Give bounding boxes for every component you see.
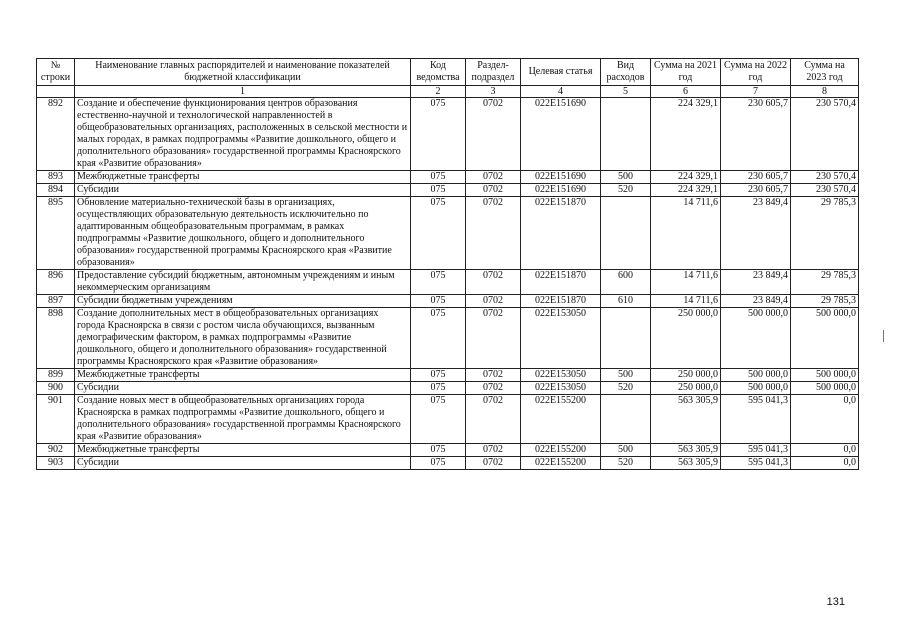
row-dept-code: 075	[411, 295, 466, 308]
row-section: 0702	[466, 308, 521, 369]
document-page	[36, 58, 859, 470]
row-section: 0702	[466, 382, 521, 395]
row-sum-2023: 500 000,0	[791, 308, 859, 369]
row-target-article: 022E151690	[521, 98, 601, 171]
table-row	[37, 270, 859, 295]
row-sum-2021: 563 305,9	[651, 395, 721, 444]
row-section: 0702	[466, 395, 521, 444]
row-sum-2022: 500 000,0	[721, 369, 791, 382]
row-target-article: 022E153050	[521, 382, 601, 395]
row-name: Межбюджетные трансферты	[75, 369, 411, 382]
row-target-article: 022E151870	[521, 270, 601, 295]
row-section: 0702	[466, 444, 521, 457]
row-target-article: 022E155200	[521, 444, 601, 457]
row-sum-2021: 250 000,0	[651, 382, 721, 395]
table-row	[37, 184, 859, 197]
table-row	[37, 395, 859, 444]
table-row	[37, 295, 859, 308]
row-expense-type	[601, 197, 651, 270]
row-sum-2022: 595 041,3	[721, 395, 791, 444]
row-dept-code: 075	[411, 171, 466, 184]
column-index: 4	[521, 86, 601, 98]
row-expense-type: 500	[601, 171, 651, 184]
row-target-article: 022E151690	[521, 171, 601, 184]
row-name: Создание новых мест в общеобразовательных организациях города Красноярска в рамках подпрограммы «Развитие дошкольного, общего и дополнительного образования» государственной программы Красноярского края «Развитие образования»	[75, 395, 411, 444]
row-expense-type: 500	[601, 444, 651, 457]
header-target-article: Целевая статья	[521, 59, 601, 86]
row-sum-2021: 250 000,0	[651, 369, 721, 382]
row-number: 903	[37, 457, 75, 470]
row-number: 895	[37, 197, 75, 270]
row-sum-2022: 500 000,0	[721, 308, 791, 369]
row-sum-2021: 14 711,6	[651, 197, 721, 270]
row-section: 0702	[466, 98, 521, 171]
row-number: 892	[37, 98, 75, 171]
row-sum-2023: 29 785,3	[791, 295, 859, 308]
row-number: 896	[37, 270, 75, 295]
row-dept-code: 075	[411, 270, 466, 295]
row-sum-2021: 224 329,1	[651, 171, 721, 184]
row-number: 901	[37, 395, 75, 444]
header-sum-2021: Сумма на 2021 год	[651, 59, 721, 86]
row-target-article: 022E151870	[521, 295, 601, 308]
page-number: 131	[826, 596, 845, 608]
column-index-row	[37, 86, 859, 98]
row-sum-2022: 230 605,7	[721, 98, 791, 171]
row-number: 897	[37, 295, 75, 308]
header-section: Раздел-подраздел	[466, 59, 521, 86]
row-dept-code: 075	[411, 308, 466, 369]
row-name: Субсидии	[75, 382, 411, 395]
row-sum-2021: 563 305,9	[651, 444, 721, 457]
header-row-number: № строки	[37, 59, 75, 86]
row-expense-type: 600	[601, 270, 651, 295]
row-sum-2022: 595 041,3	[721, 444, 791, 457]
row-section: 0702	[466, 184, 521, 197]
row-number: 893	[37, 171, 75, 184]
column-index: 2	[411, 86, 466, 98]
table-row	[37, 171, 859, 184]
row-expense-type: 520	[601, 457, 651, 470]
row-target-article: 022E153050	[521, 308, 601, 369]
column-index: 8	[791, 86, 859, 98]
row-dept-code: 075	[411, 382, 466, 395]
row-dept-code: 075	[411, 369, 466, 382]
row-target-article: 022E151690	[521, 184, 601, 197]
column-index: 7	[721, 86, 791, 98]
header-name: Наименование главных распорядителей и наименование показателей бюджетной классификации	[75, 59, 411, 86]
table-row	[37, 197, 859, 270]
row-number: 902	[37, 444, 75, 457]
row-sum-2022: 23 849,4	[721, 197, 791, 270]
row-name: Межбюджетные трансферты	[75, 171, 411, 184]
row-target-article: 022E155200	[521, 395, 601, 444]
row-name: Создание и обеспечение функционирования центров образования естественно-научной и технологической направленностей в общеобразовательных организациях, расположенных в сельской местности и малых городах, в рамках подпрограммы «Развитие дошкольного, общего и дополнительного образования» государственной программы Красноярского края «Развитие образования»	[75, 98, 411, 171]
row-name: Субсидии	[75, 184, 411, 197]
row-number: 894	[37, 184, 75, 197]
row-name: Предоставление субсидий бюджетным, автономным учреждениям и иным некоммерческим организациям	[75, 270, 411, 295]
row-sum-2023: 0,0	[791, 444, 859, 457]
row-dept-code: 075	[411, 395, 466, 444]
row-sum-2021: 563 305,9	[651, 457, 721, 470]
row-expense-type	[601, 98, 651, 171]
row-expense-type	[601, 308, 651, 369]
table-body	[37, 98, 859, 470]
row-sum-2022: 230 605,7	[721, 171, 791, 184]
row-sum-2022: 230 605,7	[721, 184, 791, 197]
row-sum-2023: 29 785,3	[791, 270, 859, 295]
row-name: Субсидии	[75, 457, 411, 470]
header-dept-code: Код ведомства	[411, 59, 466, 86]
row-sum-2021: 250 000,0	[651, 308, 721, 369]
table-row	[37, 382, 859, 395]
row-number: 898	[37, 308, 75, 369]
row-sum-2023: 0,0	[791, 395, 859, 444]
row-sum-2022: 595 041,3	[721, 457, 791, 470]
row-sum-2023: 230 570,4	[791, 98, 859, 171]
row-name: Создание дополнительных мест в общеобразовательных организациях города Красноярска в связи с ростом числа обучающихся, вызванным демографическим фактором, в рамках подпрограммы «Развитие дошкольного, общего и дополнительного образования» государственной программы Красноярского края «Развитие образования»	[75, 308, 411, 369]
table-row	[37, 98, 859, 171]
row-section: 0702	[466, 295, 521, 308]
row-sum-2021: 224 329,1	[651, 184, 721, 197]
row-sum-2022: 23 849,4	[721, 295, 791, 308]
row-expense-type	[601, 395, 651, 444]
row-dept-code: 075	[411, 457, 466, 470]
column-index: 1	[75, 86, 411, 98]
row-dept-code: 075	[411, 98, 466, 171]
row-dept-code: 075	[411, 444, 466, 457]
column-index	[37, 86, 75, 98]
row-section: 0702	[466, 369, 521, 382]
row-expense-type: 520	[601, 184, 651, 197]
row-number: 900	[37, 382, 75, 395]
row-expense-type: 500	[601, 369, 651, 382]
row-section: 0702	[466, 270, 521, 295]
row-name: Субсидии бюджетным учреждениям	[75, 295, 411, 308]
header-sum-2022: Сумма на 2022 год	[721, 59, 791, 86]
row-sum-2022: 23 849,4	[721, 270, 791, 295]
table-row	[37, 444, 859, 457]
row-number: 899	[37, 369, 75, 382]
row-target-article: 022E153050	[521, 369, 601, 382]
row-sum-2023: 500 000,0	[791, 369, 859, 382]
table-header-row	[37, 59, 859, 86]
row-section: 0702	[466, 197, 521, 270]
header-sum-2023: Сумма на 2023 год	[791, 59, 859, 86]
row-sum-2022: 500 000,0	[721, 382, 791, 395]
row-section: 0702	[466, 457, 521, 470]
row-sum-2023: 230 570,4	[791, 171, 859, 184]
row-expense-type: 520	[601, 382, 651, 395]
row-expense-type: 610	[601, 295, 651, 308]
row-sum-2021: 14 711,6	[651, 295, 721, 308]
row-name: Обновление материально-технической базы в организациях, осуществляющих образовательную деятельность исключительно по адаптированным общеобразовательным программам, в рамках подпрограммы «Развитие дошкольного, общего и дополнительного образования» государственной программы Красноярского края «Развитие образования»	[75, 197, 411, 270]
budget-table	[36, 58, 859, 470]
row-sum-2023: 0,0	[791, 457, 859, 470]
row-target-article: 022E151870	[521, 197, 601, 270]
column-index: 3	[466, 86, 521, 98]
row-sum-2021: 14 711,6	[651, 270, 721, 295]
row-sum-2023: 29 785,3	[791, 197, 859, 270]
row-sum-2023: 500 000,0	[791, 382, 859, 395]
margin-mark	[883, 330, 884, 342]
column-index: 6	[651, 86, 721, 98]
table-row	[37, 308, 859, 369]
row-sum-2021: 224 329,1	[651, 98, 721, 171]
row-target-article: 022E155200	[521, 457, 601, 470]
column-index: 5	[601, 86, 651, 98]
row-dept-code: 075	[411, 197, 466, 270]
row-sum-2023: 230 570,4	[791, 184, 859, 197]
header-expense-type: Вид расходов	[601, 59, 651, 86]
row-dept-code: 075	[411, 184, 466, 197]
table-row	[37, 457, 859, 470]
table-row	[37, 369, 859, 382]
row-name: Межбюджетные трансферты	[75, 444, 411, 457]
row-section: 0702	[466, 171, 521, 184]
